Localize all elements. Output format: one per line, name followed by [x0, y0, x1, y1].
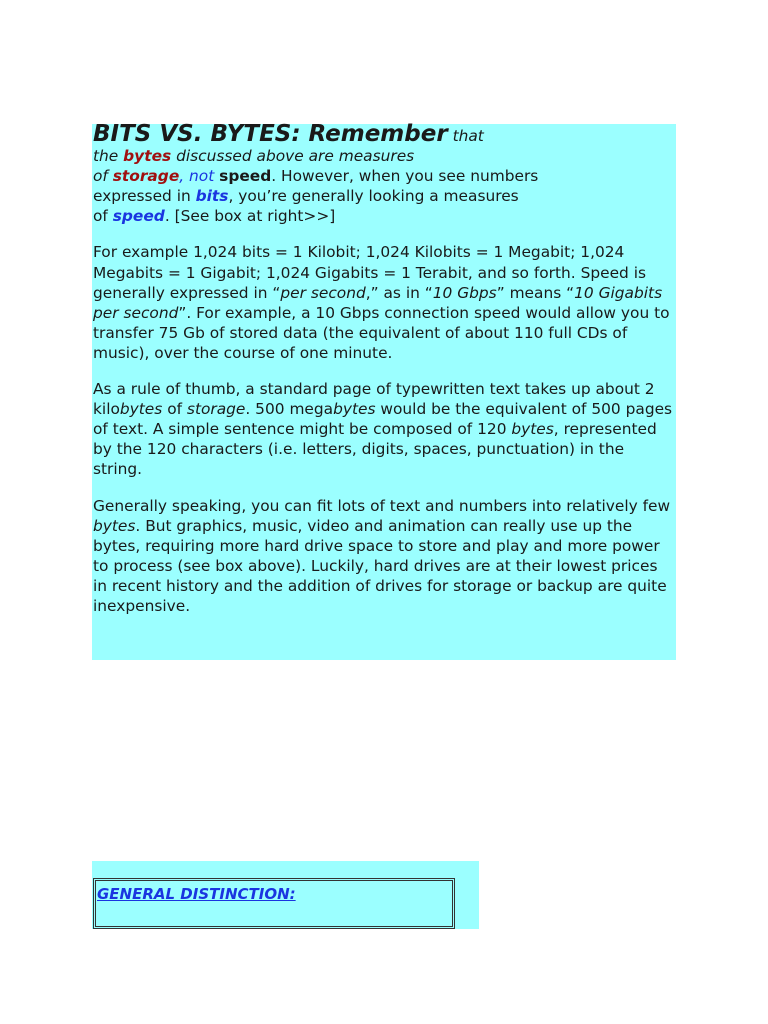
text: ,” as in “	[365, 283, 433, 302]
paragraph-units	[93, 242, 676, 363]
italic-text: bytes	[119, 400, 163, 419]
text: . 500 mega	[245, 400, 334, 419]
text: ” means “	[496, 283, 575, 302]
line3-b: , not	[179, 167, 220, 186]
italic-text: bytes	[333, 400, 376, 419]
text: , represented by the 120 characters (i.e. letters, digits, spaces, punctuation) in the string.	[93, 420, 657, 479]
text: ”. For example, a 10 Gbps connection speed would allow you to transfer 75 Gb of stored data (the equivalent of about 110 full CDs of music), over the course of one minute.	[93, 303, 670, 362]
text: . But graphics, music, video and animation can really use up the bytes, requiring more hard drive space to store and play and more power to process (see box above). Luckily, hard drives are at their lowest prices in recent history and the addition of drives for storage or backup are quite inexpensive.	[93, 516, 667, 615]
line4-a: expressed in	[93, 187, 196, 206]
paragraph-rule-of-thumb	[93, 379, 676, 479]
speed-term-2: speed	[112, 207, 165, 226]
heading-suffix: that	[447, 127, 484, 145]
text: Generally speaking, you can fit lots of text and numbers into relatively few	[93, 496, 671, 515]
paragraph-intro	[93, 121, 676, 226]
line2-b: discussed above are measures	[171, 147, 415, 166]
bits-vs-bytes-panel	[92, 121, 676, 660]
line3-c: . However, when you see numbers	[271, 167, 539, 186]
line5-b: . [See box at right>>]	[164, 207, 336, 226]
general-distinction-link[interactable]: GENERAL DISTINCTION:	[97, 885, 296, 903]
line4-b: , you’re generally looking a measures	[228, 187, 519, 206]
italic-text: bytes	[511, 420, 554, 439]
italic-text: 10 Gigabits per second	[93, 283, 663, 322]
speed-term: speed	[219, 167, 272, 186]
paragraph-general	[93, 496, 676, 617]
text: As a rule of thumb, a standard page of typewritten text takes up about 2 kilo	[93, 380, 655, 419]
italic-text: 10 Gbps	[432, 283, 497, 302]
general-distinction-panel	[92, 861, 479, 929]
line2-a: the	[93, 147, 124, 166]
text: For example 1,024 bits = 1 Kilobit; 1,024 Kilobits = 1 Megabit; 1,024 Megabits = 1 Gigabit; 1,024 Gigabits = 1 Terabit, and so forth. Speed is generally expressed in “	[93, 243, 647, 302]
italic-text: bytes	[93, 516, 136, 535]
storage-term: storage	[112, 167, 180, 186]
bytes-term: bytes	[123, 147, 172, 166]
line5-a: of	[93, 207, 113, 226]
heading: BITS VS. BYTES: Remember	[93, 121, 448, 147]
italic-text: storage	[186, 400, 246, 419]
bits-term: bits	[195, 187, 229, 206]
line3-a: of	[93, 167, 113, 186]
text: of	[162, 400, 187, 419]
text: would be the equivalent of 500 pages of text. A simple sentence might be composed of 120	[93, 400, 673, 439]
italic-text: per second	[280, 283, 366, 302]
